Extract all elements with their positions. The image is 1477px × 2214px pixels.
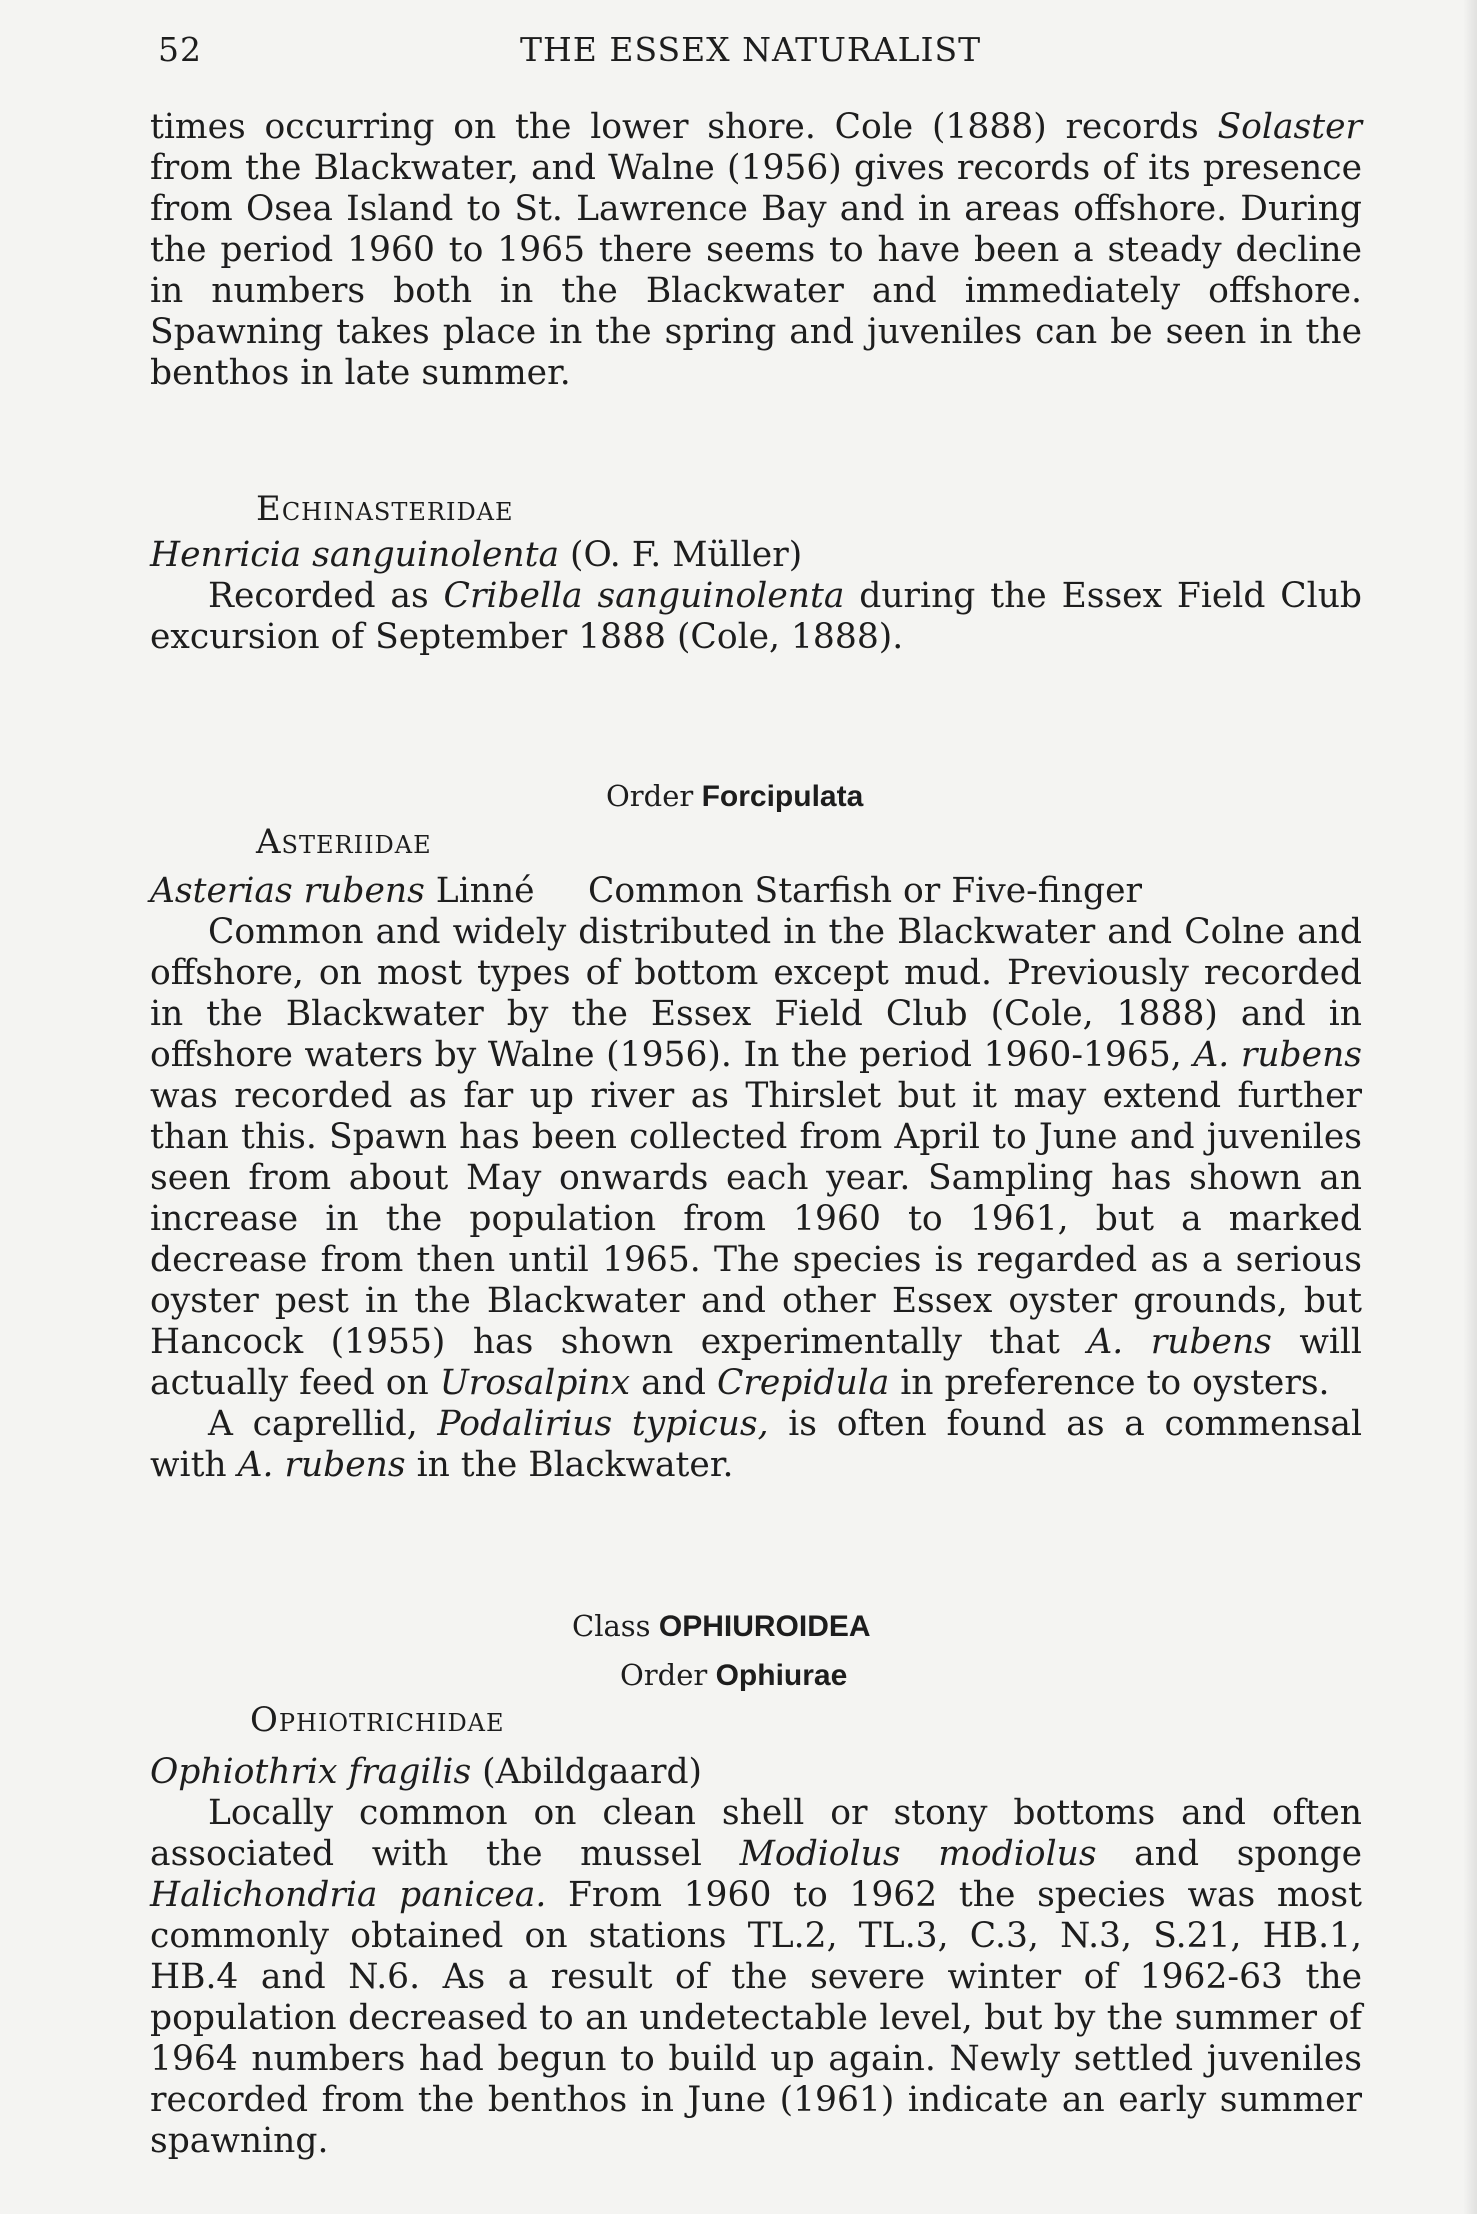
taxon-name: A. rubens <box>1087 1322 1272 1362</box>
order-label: Order <box>620 1658 708 1692</box>
species-name: Henricia sanguinolenta <box>150 535 560 575</box>
order-name: Forcipulata <box>701 780 864 813</box>
order-label: Order <box>606 779 694 813</box>
class-label: Class <box>572 1609 651 1643</box>
species-authority: Linné <box>424 871 535 911</box>
taxon-name: Podalirius typicus, <box>437 1404 769 1444</box>
taxon-name: A. rubens <box>237 1445 406 1485</box>
class-name: OPHIUROIDEA <box>658 1610 871 1643</box>
page-edge-shadow <box>1463 0 1477 2214</box>
family-heading-asteriidae: Asteriidae <box>256 822 432 862</box>
species-heading-ophiothrix <box>150 1752 702 1793</box>
taxon-name: Cribella sanguinolenta <box>443 576 845 616</box>
running-title: THE ESSEX NATURALIST <box>520 30 982 69</box>
taxon-name: Halichondria panicea. <box>150 1875 547 1915</box>
species-name: Asterias rubens <box>150 871 425 911</box>
order-heading-forcipulata <box>606 778 863 815</box>
species-name: Ophiothrix fragilis <box>150 1752 472 1792</box>
common-name: Common Starfish or Five-finger <box>588 871 1143 911</box>
family-heading-echinasteridae: Echinasteridae <box>256 489 514 529</box>
taxon-name: Solaster <box>1217 107 1362 147</box>
paragraph-henricia: Recorded as Cribella sanguinolenta during the Essex Field Club excursion of September 1888 (Cole, 1888). <box>150 576 1362 657</box>
paragraph-solaster: times occurring on the lower shore. Cole (1888) records Solaster from the Blackwater, and Walne (1956) gives records of its presence from Osea Island to St. Lawrence Bay and in areas offshore. During the period 1960 to 1965 there seems to have been a steady decline in numbers both in the Blackwater and immediately offshore. Spawning takes place in the spring and juveniles can be seen in the benthos in late summer. <box>150 107 1362 393</box>
species-heading-henricia <box>150 535 802 576</box>
taxon-name: Modiolus modiolus <box>739 1834 1097 1874</box>
taxon-name: Urosalpinx <box>439 1363 631 1403</box>
paragraph-ophiothrix: Locally common on clean shell or stony bottoms and often associated with the mussel Modiolus modiolus and sponge Halichondria panicea. From 1960 to 1962 the species was most commonly obtained on stations TL.2, TL.3, C.3, N.3, S.21, HB.1, HB.4 and N.6. As a result of the severe winter of 1962-63 the population decreased to an undetectable level, but by the summer of 1964 numbers had begun to build up again. Newly settled juveniles recorded from the benthos in June (1961) indicate an early summer spawning. <box>150 1793 1362 2161</box>
taxon-name: Crepidula <box>716 1363 890 1403</box>
species-heading-asterias <box>150 871 535 912</box>
order-name: Ophiurae <box>715 1659 848 1692</box>
page-number: 52 <box>158 30 202 69</box>
paragraph-asterias: Common and widely distributed in the Blackwater and Colne and offshore, on most types of bottom except mud. Previously recorded in the Blackwater by the Essex Field Club (Cole, 1888) and in offshore waters by Walne (1956). In the period 1960-1965, A. rubens was recorded as far up river as Thirslet but it may extend further than this. Spawn has been collected from April to June and juveniles seen from about May onwards each year. Sampling has shown an increase in the population from 1960 to 1961, but a marked decrease from then until 1965. The species is regarded as a serious oyster pest in the Blackwater and other Essex oyster grounds, but Hancock (1955) has shown experimentally that A. rubens will actually feed on Urosalpinx and Crepidula in preference to oysters. A caprellid, Podalirius typicus, is often found as a commensal with A. rubens in the Blackwater. <box>150 912 1363 1485</box>
taxon-name: A. rubens <box>1193 1035 1362 1075</box>
class-heading-ophiuroidea <box>572 1608 871 1645</box>
family-heading-ophiotrichidae: Ophiotrichidae <box>250 1700 505 1740</box>
page-header <box>150 30 1360 80</box>
species-authority: (O. F. Müller) <box>559 535 803 575</box>
order-heading-ophiurae <box>620 1657 847 1694</box>
species-authority: (Abildgaard) <box>471 1752 702 1792</box>
